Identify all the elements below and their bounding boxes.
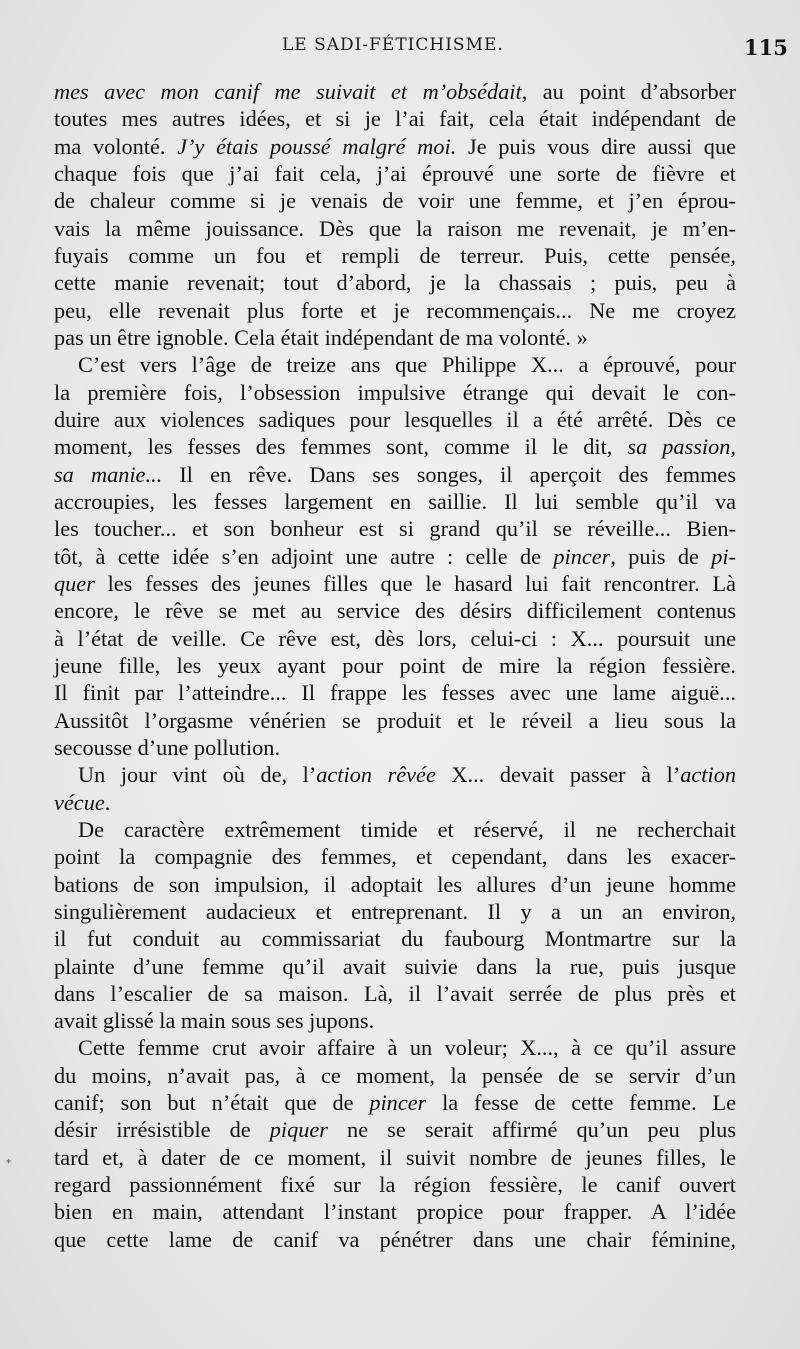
text-line: cette manie revenait; tout d’abord, je la chassais ; puis, peu à — [54, 270, 736, 296]
text-line: tard et, à dater de ce moment, il suivit nombre de jeunes filles, le — [54, 1144, 736, 1170]
text-line: désir irrésistible de piquer ne se serait affirmé qu’un peu plus — [54, 1117, 736, 1143]
text-line: canif; son but n’était que de pincer la fesse de cette femme. Le — [54, 1090, 736, 1116]
text-line: bien en main, attendant l’instant propice pour frapper. A l’idée — [54, 1199, 736, 1225]
running-title: LE SADI-FÉTICHISME. — [282, 35, 504, 55]
body-text — [54, 78, 736, 1253]
text-line: pas un être ignoble. Cela était indépendant de ma volonté. » — [54, 324, 588, 350]
text-line: Cette femme crut avoir affaire à un voleur; X..., à ce qu’il assure — [78, 1035, 736, 1061]
text-line: regard passionnément fixé sur la région fessière, le canif ouvert — [54, 1172, 736, 1198]
text-line: vais la même jouissance. Dès que la raison me revenait, je m’en- — [54, 215, 736, 241]
text-line: à l’état de veille. Ce rêve est, dès lors, celui-ci : X... poursuit une — [54, 625, 736, 651]
text-line: ma volonté. J’y étais poussé malgré moi. Je puis vous dire aussi que — [54, 133, 736, 159]
text-line: Il finit par l’atteindre... Il frappe les fesses avec une lame aiguë... — [54, 680, 736, 706]
text-line: Aussitôt l’orgasme vénérien se produit et le réveil a lieu sous la — [54, 707, 736, 733]
text-line: quer les fesses des jeunes filles que le hasard lui fait rencontrer. Là — [54, 570, 736, 596]
text-line: secousse d’une pollution. — [54, 734, 281, 760]
text-line: que cette lame de canif va pénétrer dans une chair féminine, — [54, 1226, 736, 1252]
margin-mark: * — [6, 1158, 11, 1169]
text-line: tôt, à cette idée s’en adjoint une autre : celle de pincer, puis de pi- — [54, 543, 737, 569]
text-line: les toucher... et son bonheur est si grand qu’il se réveille... Bien- — [54, 516, 736, 542]
text-line: toutes mes autres idées, et si je l’ai fait, cela était indépendant de — [54, 106, 736, 132]
text-line: bations de son impulsion, il adoptait les allures d’un jeune homme — [54, 871, 736, 897]
text-line: C’est vers l’âge de treize ans que Philippe X... a éprouvé, pour — [78, 352, 736, 378]
text-line: chaque fois que j’ai fait cela, j’ai éprouvé une sorte de fièvre et — [54, 160, 736, 186]
page-header — [0, 35, 800, 67]
text-line: jeune fille, les yeux ayant pour point de mire la région fessière. — [54, 652, 736, 678]
text-line: dans l’escalier de sa maison. Là, il l’avait serrée de plus près et — [54, 980, 736, 1006]
text-line: sa manie... Il en rêve. Dans ses songes, il aperçoit des femmes — [54, 461, 736, 487]
text-line: point la compagnie des femmes, et cependant, dans les exacer- — [54, 844, 736, 870]
text-line: plainte d’une femme qu’il avait suivie dans la rue, puis jusque — [54, 953, 736, 979]
text-line: de chaleur comme si je venais de voir une femme, et j’en éprou- — [54, 188, 736, 214]
text-line: mes avec mon canif me suivait et m’obsédait, au point d’absorber — [54, 79, 737, 104]
text-line: il fut conduit au commissariat du faubourg Montmartre sur la — [54, 926, 736, 952]
page-number: 115 — [744, 35, 788, 60]
text-line: la première fois, l’obsession impulsive étrange qui devait le con- — [54, 379, 736, 405]
text-line: singulièrement audacieux et entreprenant. Il y a un an environ, — [54, 898, 736, 924]
text-line: vécue. — [54, 789, 111, 815]
text-line: peu, elle revenait plus forte et je recommençais... Ne me croyez — [54, 297, 736, 323]
text-line: Un jour vint où de, l’action rêvée X... devait passer à l’action — [78, 762, 736, 788]
text-line: accroupies, les fesses largement en saillie. Il lui semble qu’il va — [54, 488, 736, 514]
text-line: du moins, n’avait pas, à ce moment, la pensée de se servir d’un — [54, 1062, 736, 1088]
text-line: duire aux violences sadiques pour lesquelles il a été arrêté. Dès ce — [54, 406, 736, 432]
text-line: encore, le rêve se met au service des désirs difficilement contenus — [54, 598, 736, 624]
text-line: De caractère extrêmement timide et réservé, il ne recherchait — [78, 816, 736, 842]
text-line: fuyais comme un fou et rempli de terreur. Puis, cette pensée, — [54, 242, 736, 268]
text-line: avait glissé la main sous ses jupons. — [54, 1008, 375, 1034]
text-line: moment, les fesses des femmes sont, comme il le dit, sa passion, — [54, 434, 736, 460]
